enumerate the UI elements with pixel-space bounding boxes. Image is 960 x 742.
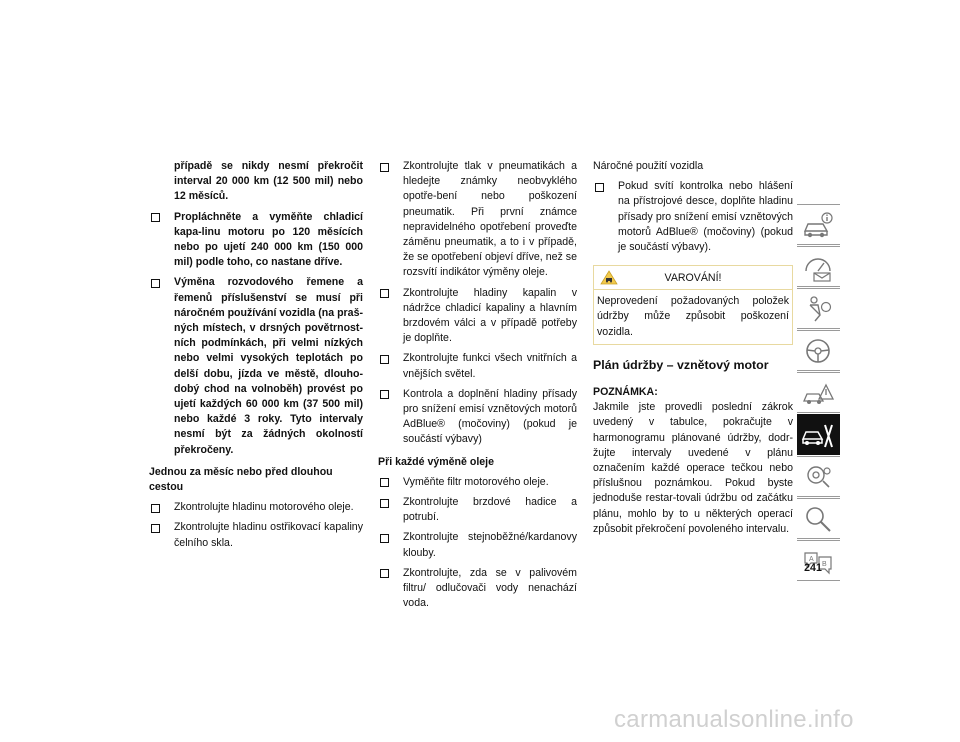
side-tab-car-info[interactable] [797, 204, 840, 245]
list-item: Kontrola a doplnění hladiny přísady pro snížení emisí vznětových motorů AdBlue® (močoviny) (pokud je součástí výbavy) [378, 387, 577, 448]
list-item: Zkontrolujte tlak v pneumatikách a hledejte známky neobvyklého opotře-bení nebo poškození pneumatik. Při první známce nepravidelného opotřebení proveďte záměnu pneumatik, a to i v případě, že se opotřebení objeví dříve, než se rozsvítí indikátor výměny oleje. [378, 159, 577, 281]
specifications-icon [801, 461, 835, 493]
list-item: Zkontrolujte hladinu motorového oleje. [149, 500, 363, 515]
warning-title: VAROVÁNÍ! [664, 272, 722, 285]
list-item: Pokud svítí kontrolka nebo hlášení na přístrojové desce, doplňte hladinu přísady pro snížení emisí vznětových motorů AdBlue® (močoviny) (pokud je součástí výbavy). [593, 179, 793, 255]
note-text: Jakmile jste provedli poslední zákrok uvedený v tabulce, pokračujte v harmonogramu plánované údržby, dodr-žujte intervaly uvedené v plánu označením každé operace tečkou nebo příslušnou poznámkou. Pokud byste jednoduše restar-tovali údržbu od začátku plánu, mohlo by to u některých operací způsobit překročení povoleného intervalu. [593, 401, 793, 535]
side-tab-service[interactable] [797, 414, 840, 455]
list-item: Zkontrolujte hladiny kapalin v nádržce chladicí kapaliny a hlavním brzdovém válci a v případě potřeby je doplňte. [378, 286, 577, 347]
section-heading: Jednou za měsíc nebo před dlouhou cestou [149, 465, 333, 494]
side-tab-safety[interactable] [797, 288, 840, 329]
list-item: Zkontrolujte, zda se v palivovém filtru/ odlučovači vody nenachází voda. [378, 566, 577, 612]
watermark: carmanualsonline.info [614, 706, 854, 733]
column-right [593, 159, 793, 537]
car-info-icon [801, 209, 835, 241]
search-magnifier-icon [801, 503, 835, 535]
intro-text: případě se nikdy nesmí překročit interval 20 000 km (12 500 mil) nebo 12 měsíců. [174, 160, 363, 203]
list-item: Zkontrolujte funkci všech vnitřních a vnějších světel. [378, 351, 577, 381]
warning-header [594, 266, 792, 290]
list-item: Zkontrolujte brzdové hadice a potrubí. [378, 495, 577, 525]
side-tab-index[interactable] [797, 498, 840, 539]
warning-triangle-icon [600, 270, 618, 285]
section-heading: Při každé výměně oleje [378, 455, 495, 468]
note-title: POZNÁMKA: [593, 386, 658, 399]
list-item: Zkontrolujte stejnoběžné/kardanovy klouby. [378, 530, 577, 560]
list-item: Zkontrolujte hladinu ostřikovací kapaliny čelního skla. [149, 520, 363, 550]
subheading-text: Náročné použití vozidla [593, 160, 704, 172]
svg-text:A: A [809, 556, 814, 563]
side-tab-emergency[interactable] [797, 372, 840, 413]
list-item: Propláchněte a vyměňte chladicí kapa-linu motoru po 120 měsících nebo po ujetí 240 000 km (150 000 mil) podle toho, co nastane dříve. [149, 210, 363, 271]
warning-text: Neprovedení požadovaných položek údržby může způsobit poškození vozidla. [597, 295, 789, 338]
side-tab-specifications[interactable] [797, 456, 840, 497]
car-service-tools-icon [801, 419, 835, 451]
column-left [149, 159, 363, 551]
section-title: Plán údržby – vznětový motor [593, 357, 769, 372]
page-number: 241 [804, 562, 822, 574]
side-tab-languages[interactable] [797, 540, 840, 581]
list-item: Výměna rozvodového řemene a řemenů příslušenství se musí při náročném používání vozidla (na praš-ných místech, v drsných povětrnost-ních podmínkách, při velmi nízkých nebo velmi vysokých teplotách po delší dobu, jízda ve městě, dlouho-dobý chod na volnoběh) provést po ujetí každých 60 000 km (37 500 mil) nebo každé 3 roky. Tyto intervaly nesmí být za žádných okolností překročeny. [149, 275, 363, 457]
breakdown-warning-icon [801, 377, 835, 409]
side-tab-dashboard[interactable] [797, 246, 840, 287]
column-middle [378, 159, 577, 611]
dashboard-message-icon [801, 251, 835, 283]
seatbelt-airbag-icon [801, 293, 835, 325]
side-tab-driving[interactable] [797, 330, 840, 371]
svg-text:B: B [822, 561, 827, 568]
list-item: Vyměňte filtr motorového oleje. [378, 475, 577, 490]
steering-wheel-icon [801, 335, 835, 367]
warning-box [593, 265, 793, 345]
